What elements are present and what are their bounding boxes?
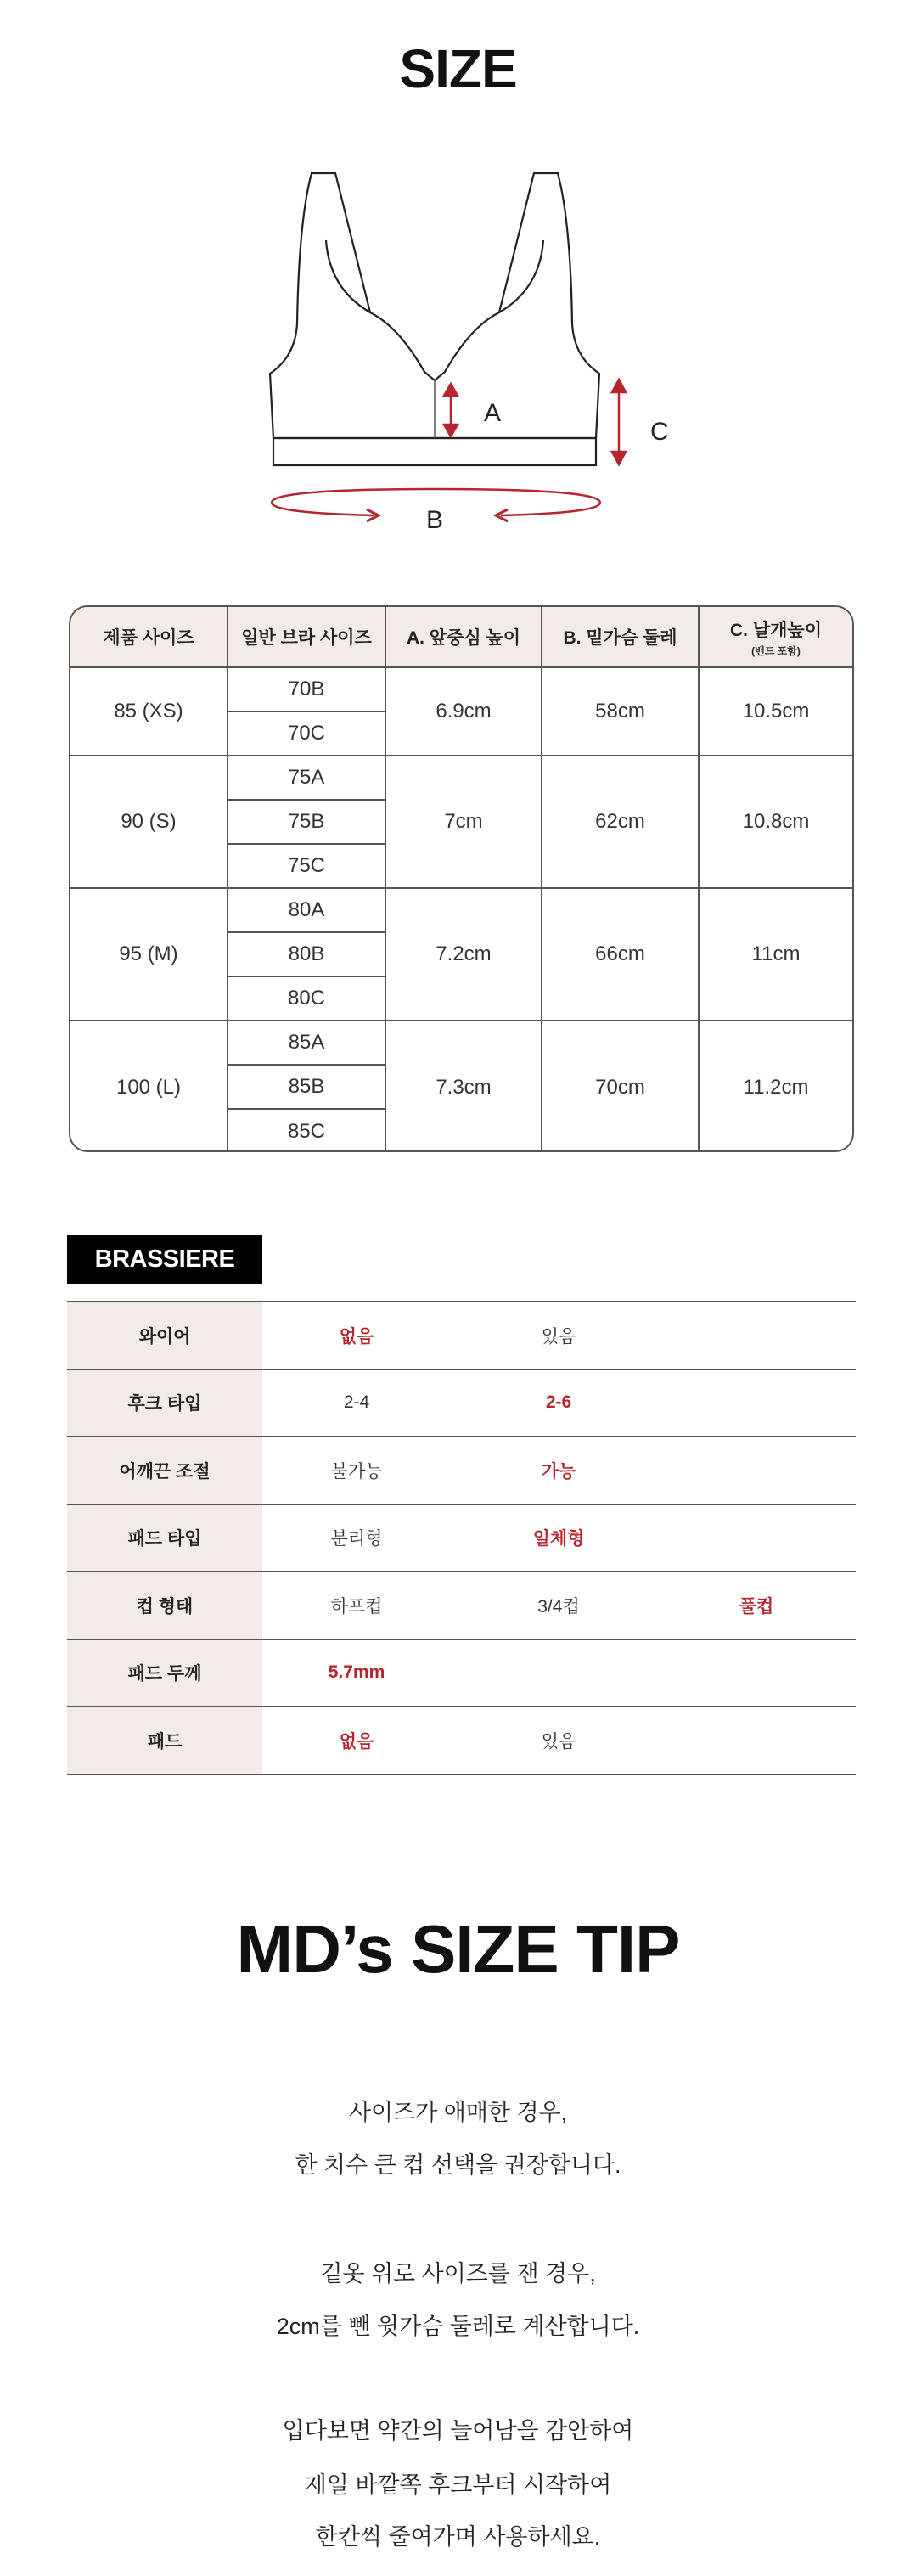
spec-label: 패드 <box>67 1707 262 1774</box>
a-value-cell: 7cm <box>386 756 542 889</box>
spec-option-selected: 가능 <box>541 1461 576 1482</box>
bra-size-cell: 70B <box>228 668 386 712</box>
spec-row <box>67 1572 856 1640</box>
tip-line: 사이즈가 애매한 경우, <box>348 2100 568 2125</box>
header-wing-height <box>700 607 852 668</box>
header-wing-height-label: C. 날개높이 <box>730 620 822 640</box>
product-size-cell: 95 (M) <box>70 889 228 1021</box>
bra-size-cell: 80C <box>228 977 386 1021</box>
header-underbust: B. 밑가슴 둘레 <box>542 607 700 668</box>
header-bra-size: 일반 브라 사이즈 <box>228 607 386 668</box>
a-value-cell: 7.3cm <box>386 1021 542 1152</box>
bra-measurement-diagram <box>0 0 916 594</box>
arrow-c-up-icon <box>612 380 626 392</box>
spec-option: 있음 <box>541 1326 576 1347</box>
label-c: C <box>650 418 669 446</box>
spec-option: 불가능 <box>330 1461 383 1482</box>
spec-label: 패드 타입 <box>67 1505 262 1572</box>
tip-line: 한 치수 큰 컵 선택을 권장합니다. <box>295 2152 621 2178</box>
arrow-a-up-icon <box>444 384 458 396</box>
tip-line: 한칸씩 줄여가며 사용하세요. <box>315 2524 601 2550</box>
arrow-a-down-icon <box>444 425 458 436</box>
bra-size-cell: 70C <box>228 712 386 756</box>
spec-option-selected: 없음 <box>339 1326 374 1347</box>
c-value-cell: 10.8cm <box>700 756 852 889</box>
bra-size-cell: 85A <box>228 1021 386 1066</box>
size-chart-table <box>69 605 854 1152</box>
spec-label: 패드 두께 <box>67 1640 262 1707</box>
spec-row <box>67 1370 856 1438</box>
spec-label: 후크 타입 <box>67 1370 262 1437</box>
label-b: B <box>426 506 444 534</box>
spec-row <box>67 1640 856 1708</box>
spec-option-selected: 일체형 <box>532 1529 585 1550</box>
spec-label: 컵 형태 <box>67 1572 262 1639</box>
spec-row <box>67 1505 856 1573</box>
bra-size-cell: 85B <box>228 1066 386 1110</box>
arrow-c-down-icon <box>612 452 626 464</box>
header-front-center-height: A. 앞중심 높이 <box>386 607 542 668</box>
measurement-arrows <box>272 380 626 521</box>
c-value-cell: 10.5cm <box>700 668 852 756</box>
spec-row <box>67 1437 856 1505</box>
bra-size-cell: 75C <box>228 845 386 889</box>
b-value-cell: 66cm <box>542 889 700 1021</box>
a-value-cell: 7.2cm <box>386 889 542 1021</box>
bra-size-cell: 75A <box>228 756 386 801</box>
b-value-cell: 70cm <box>542 1021 700 1152</box>
bra-size-cell: 80A <box>228 889 386 933</box>
tip-line: 입다보면 약간의 늘어남을 감안하여 <box>282 2418 634 2444</box>
spec-option-selected: 5.7mm <box>328 1662 385 1683</box>
brassiere-badge: BRASSIERE <box>67 1235 262 1284</box>
bra-size-cell: 85C <box>228 1110 386 1152</box>
size-title: SIZE <box>399 38 517 99</box>
spec-option-selected: 풀컵 <box>739 1596 774 1617</box>
bra-size-cell: 80B <box>228 933 386 977</box>
spec-row <box>67 1707 856 1775</box>
product-size-cell: 90 (S) <box>70 756 228 889</box>
spec-option: 있음 <box>541 1731 576 1752</box>
bra-outline <box>270 173 599 465</box>
header-wing-height-note: (밴드 포함) <box>751 644 801 657</box>
c-value-cell: 11.2cm <box>743 1076 809 1099</box>
b-value-cell: 58cm <box>542 668 700 756</box>
bra-size-cell: 75B <box>228 801 386 845</box>
brassiere-spec-table <box>67 1301 856 1775</box>
spec-label: 어깨끈 조절 <box>67 1437 262 1504</box>
tip-line: 2cm를 뺀 윗가슴 둘레로 계산합니다. <box>276 2314 640 2339</box>
tip-line: 제일 바깥쪽 후크부터 시작하여 <box>304 2472 612 2498</box>
spec-option-selected: 없음 <box>339 1731 374 1752</box>
b-value-cell: 62cm <box>542 756 700 889</box>
c-value-cell: 11cm <box>700 889 852 1021</box>
product-size-cell: 85 (XS) <box>70 668 228 756</box>
spec-option: 2-4 <box>343 1392 370 1413</box>
tip-line: 겉옷 위로 사이즈를 잰 경우, <box>320 2261 596 2286</box>
product-size-cell: 100 (L) <box>70 1021 228 1152</box>
spec-option: 하프컵 <box>330 1596 383 1617</box>
label-a: A <box>484 399 502 427</box>
a-value-cell: 6.9cm <box>386 668 542 756</box>
tip-title: MD’s SIZE TIP <box>236 1911 680 1987</box>
spec-option: 분리형 <box>330 1529 383 1550</box>
spec-option-selected: 2-6 <box>545 1392 572 1413</box>
spec-row <box>67 1302 856 1370</box>
header-product-size: 제품 사이즈 <box>70 607 228 668</box>
spec-option: 3/4컵 <box>537 1596 580 1617</box>
spec-label: 와이어 <box>67 1302 262 1369</box>
